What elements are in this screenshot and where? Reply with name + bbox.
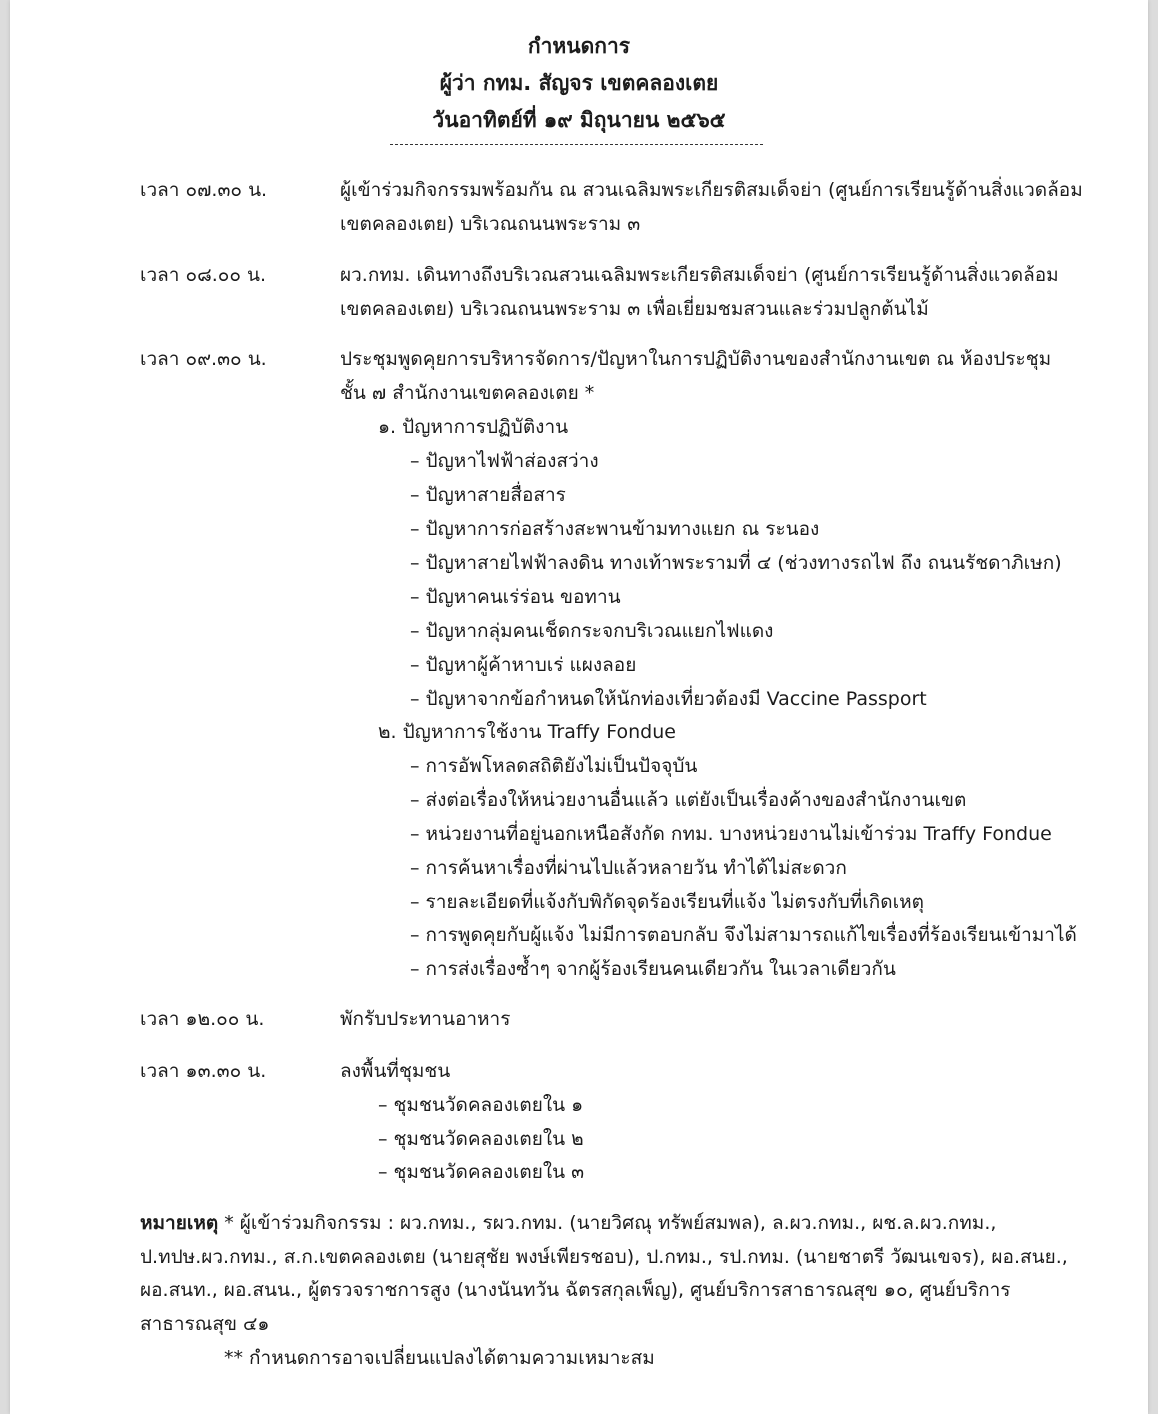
topic-heading: ๑. ปัญหาการปฏิบัติงาน (378, 416, 569, 438)
topic-item: – การพูดคุยกับผู้แจ้ง ไม่มีการตอบกลับ จึงไม่สามารถแก้ไขเรื่องที่ร้องเรียนเข้ามาได้ (410, 924, 1077, 946)
topic-item: – การค้นหาเรื่องที่ผ่านไปแล้วหลายวัน ทำได้ไม่สะดวก (410, 857, 847, 879)
note-text: * ผู้เข้าร่วมกิจกรรม : ผว.กทม., รผว.กทม. (นายวิศณุ ทรัพย์สมพล), ล.ผว.กทม., ผช.ล.ผว.กทม., (218, 1212, 997, 1234)
topic-item: – ปัญหาสายไฟฟ้าลงดิน ทางเท้าพระรามที่ ๔ (ช่วงทางรถไฟ ถึง ถนนรัชดาภิเษก) (410, 552, 1062, 574)
schedule-text: ผว.กทม. เดินทางถึงบริเวณสวนเฉลิมพระเกียรติสมเด็จย่า (ศูนย์การเรียนรู้ด้านสิ่งแวดล้อม (340, 264, 1059, 286)
schedule-text: ชั้น ๗ สำนักงานเขตคลองเตย * (340, 382, 595, 404)
community-item: – ชุมชนวัดคลองเตยใน ๑ (378, 1094, 584, 1116)
topic-item: – ปัญหาจากข้อกำหนดให้นักท่องเที่ยวต้องมี Vaccine Passport (410, 688, 927, 710)
separator-line (390, 144, 763, 145)
topic-item: – ปัญหาคนเร่ร่อน ขอทาน (410, 586, 621, 608)
topic-item: – การส่งเรื่องซ้ำๆ จากผู้ร้องเรียนคนเดียวกัน ในเวลาเดียวกัน (410, 958, 896, 980)
schedule-time: เวลา ๐๙.๓๐ น. (140, 348, 267, 370)
schedule-time: เวลา ๐๗.๓๐ น. (140, 179, 268, 201)
note-text: สาธารณสุข ๔๑ (140, 1313, 270, 1335)
schedule-text: เขตคลองเตย) บริเวณถนนพระราม ๓ เพื่อเยี่ยมชมสวนและร่วมปลูกต้นไม้ (340, 298, 929, 320)
note-text: ผอ.สนท., ผอ.สนน., ผู้ตรวจราชการสูง (นางนันทวัน ฉัตรสกุลเพ็ญ), ศูนย์บริการสาธารณสุข ๑๐, ศูนย์บริการ (140, 1279, 1011, 1301)
schedule-text: ประชุมพูดคุยการบริหารจัดการ/ปัญหาในการปฏิบัติงานของสำนักงานเขต ณ ห้องประชุม (340, 348, 1052, 370)
schedule-time: เวลา ๑๒.๐๐ น. (140, 1008, 265, 1030)
topic-item: – ปัญหาผู้ค้าหาบเร่ แผงลอย (410, 654, 637, 676)
note-label: หมายเหตุ (140, 1212, 219, 1234)
community-item: – ชุมชนวัดคลองเตยใน ๒ (378, 1128, 584, 1150)
topic-item: – ปัญหากลุ่มคนเช็ดกระจกบริเวณแยกไฟแดง (410, 620, 774, 642)
topic-item: – หน่วยงานที่อยู่นอกเหนือสังกัด กทม. บางหน่วยงานไม่เข้าร่วม Traffy Fondue (410, 823, 1052, 845)
schedule-text: ลงพื้นที่ชุมชน (340, 1060, 451, 1082)
note-line (140, 1210, 996, 1236)
topic-item: – ส่งต่อเรื่องให้หน่วยงานอื่นแล้ว แต่ยังเป็นเรื่องค้างของสำนักงานเขต (410, 789, 967, 811)
schedule-text: เขตคลองเตย) บริเวณถนนพระราม ๓ (340, 213, 641, 235)
footnote: ** กำหนดการอาจเปลี่ยนแปลงได้ตามความเหมาะสม (224, 1347, 655, 1369)
document-title: กำหนดการ (527, 34, 631, 58)
topic-item: – รายละเอียดที่แจ้งกับพิกัดจุดร้องเรียนที่แจ้ง ไม่ตรงกับที่เกิดเหตุ (410, 891, 924, 913)
community-item: – ชุมชนวัดคลองเตยใน ๓ (378, 1161, 585, 1183)
schedule-time: เวลา ๑๓.๓๐ น. (140, 1060, 267, 1082)
schedule-time: เวลา ๐๘.๐๐ น. (140, 264, 267, 286)
topic-item: – ปัญหาไฟฟ้าส่องสว่าง (410, 450, 599, 472)
topic-item: – ปัญหาสายสื่อสาร (410, 484, 566, 506)
schedule-text: ผู้เข้าร่วมกิจกรรมพร้อมกัน ณ สวนเฉลิมพระเกียรติสมเด็จย่า (ศูนย์การเรียนรู้ด้านสิ่งแวดล้อม (340, 179, 1083, 201)
topic-item: – การอัพโหลดสถิติยังไม่เป็นปัจจุบัน (410, 755, 698, 777)
note-text: ป.ทปษ.ผว.กทม., ส.ก.เขตคลองเตย (นายสุชัย พงษ์เพียรชอบ), ป.กทม., รป.กทม. (นายชาตรี วัฒนเขจร), ผอ.สนย., (140, 1246, 1068, 1268)
document-date: วันอาทิตย์ที่ ๑๙ มิถุนายน ๒๕๖๕ (432, 108, 726, 132)
topic-heading: ๒. ปัญหาการใช้งาน Traffy Fondue (378, 721, 676, 743)
document-subtitle: ผู้ว่า กทม. สัญจร เขตคลองเตย (439, 71, 719, 95)
topic-item: – ปัญหาการก่อสร้างสะพานข้ามทางแยก ณ ระนอง (410, 518, 820, 540)
schedule-text: พักรับประทานอาหาร (340, 1008, 511, 1030)
document-page (10, 0, 1148, 1414)
